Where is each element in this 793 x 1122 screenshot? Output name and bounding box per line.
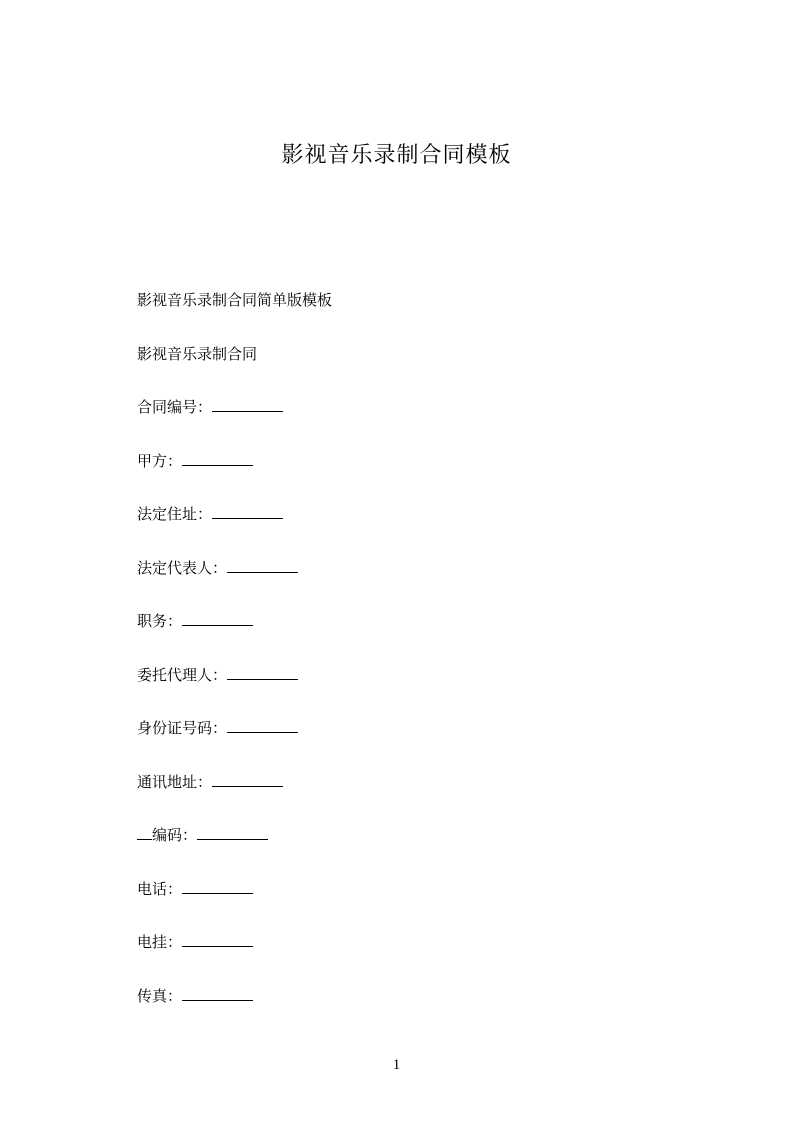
position-field [137, 610, 733, 632]
fax-blank [182, 986, 253, 1001]
id-number-blank [227, 718, 298, 733]
legal-representative-field [137, 557, 733, 579]
telegraph-blank [182, 932, 253, 947]
document-title: 影视音乐录制合同模板 [281, 143, 512, 168]
subtitle-line [137, 289, 733, 311]
phone-label: 电话： [137, 879, 183, 898]
postal-code-label: 编码： [152, 826, 198, 844]
authorized-agent-field [137, 664, 733, 686]
page-number: 1 [392, 1057, 401, 1073]
party-a-label: 甲方： [137, 451, 183, 470]
party-a-blank [182, 451, 253, 466]
legal-address-blank [212, 504, 283, 519]
authorized-agent-blank [227, 665, 298, 680]
party-a-field [137, 450, 733, 472]
contract-number-label: 合同编号： [137, 398, 213, 416]
fax-label: 传真： [137, 986, 183, 1005]
document-body [137, 289, 733, 1038]
legal-address-field [137, 503, 733, 525]
mailing-address-field [137, 771, 733, 793]
legal-representative-blank [227, 558, 298, 573]
phone-blank [182, 879, 253, 894]
contract-name-text: 影视音乐录制合同 [137, 344, 258, 363]
subtitle-text: 影视音乐录制合同简单版模板 [137, 291, 333, 309]
id-number-label: 身份证号码： [137, 719, 228, 737]
fax-field [137, 985, 733, 1007]
mailing-address-blank [212, 772, 283, 787]
telegraph-label: 电挂： [137, 933, 183, 951]
authorized-agent-label: 委托代理人： [137, 665, 228, 684]
position-label: 职务： [137, 612, 183, 630]
phone-field [137, 878, 733, 900]
mailing-address-label: 通讯地址： [137, 772, 213, 791]
contract-name-line [137, 343, 733, 365]
legal-address-label: 法定住址： [137, 505, 213, 523]
legal-representative-label: 法定代表人： [137, 558, 228, 577]
contract-number-blank [212, 397, 283, 412]
telegraph-field [137, 931, 733, 953]
postal-code-prefix-blank [137, 825, 152, 840]
postal-code-field [137, 824, 733, 846]
contract-number-field [137, 396, 733, 418]
position-blank [182, 611, 253, 626]
postal-code-blank [197, 825, 268, 840]
id-number-field [137, 717, 733, 739]
